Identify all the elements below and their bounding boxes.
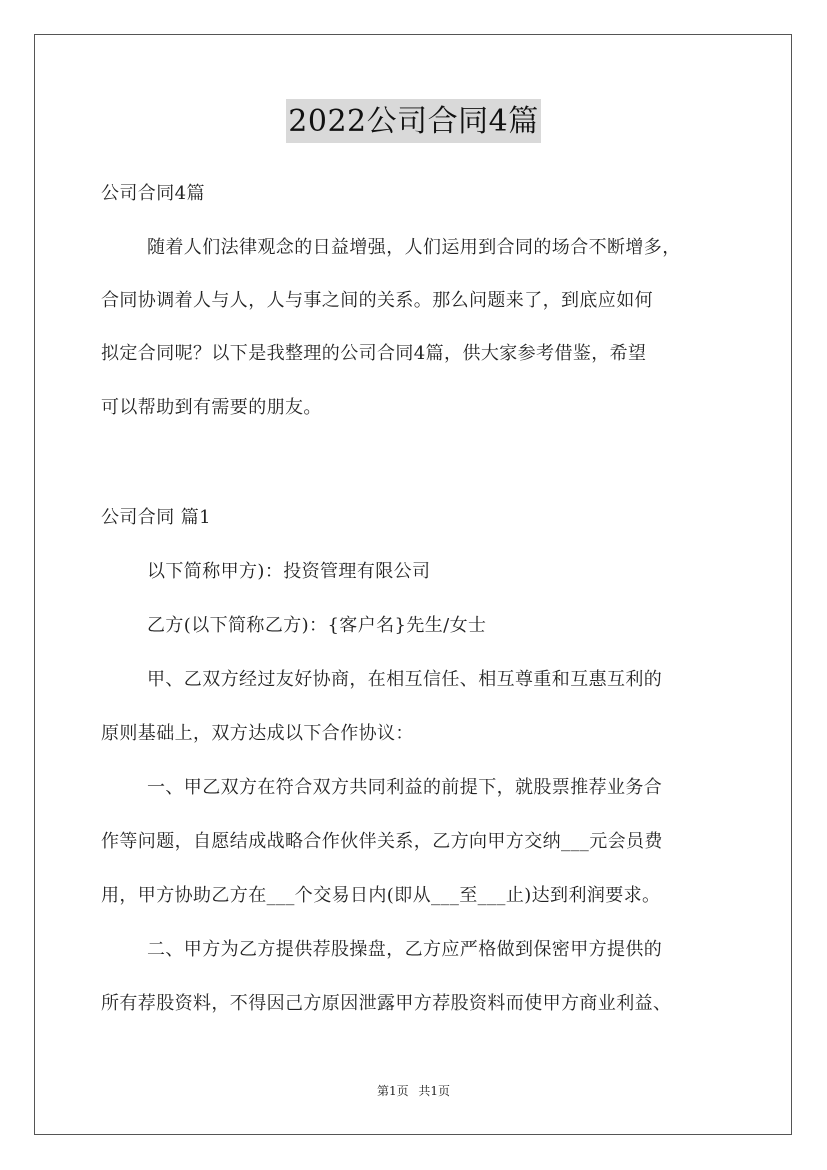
paragraph-line: 拟定合同呢？以下是我整理的公司合同4篇，供大家参考借鉴，希望 — [101, 343, 647, 364]
paragraph-line: 二、甲方为乙方提供荐股操盘，乙方应严格做到保密甲方提供的 — [147, 939, 663, 960]
paragraph-line: 乙方(以下简称乙方)：{客户名}先生/女士 — [147, 615, 487, 636]
page-footer — [0, 1083, 827, 1099]
paragraph-line: 一、甲乙双方在符合双方共同利益的前提下，就股票推荐业务合 — [147, 777, 663, 798]
paragraph-line: 用，甲方协助乙方在___个交易日内(即从___至___止)达到利润要求。 — [101, 885, 661, 906]
paragraph-line: 随着人们法律观念的日益增强，人们运用到合同的场合不断增多， — [147, 237, 681, 258]
paragraph-line: 作等问题，自愿结成战略合作伙伴关系，乙方向甲方交纳___元会员费 — [101, 831, 663, 852]
title-container — [0, 99, 827, 143]
section-heading: 公司合同 篇1 — [101, 507, 211, 528]
paragraph-line: 以下简称甲方)：投资管理有限公司 — [147, 561, 431, 582]
paragraph-line: 所有荐股资料，不得因己方原因泄露甲方荐股资料而使甲方商业利益、 — [101, 993, 672, 1014]
document-title: 2022公司合同4篇 — [286, 99, 540, 143]
paragraph-line: 原则基础上，双方达成以下合作协议： — [101, 723, 414, 744]
page-total: 共1页 — [418, 1084, 451, 1098]
paragraph-line: 合同协调着人与人，人与事之间的关系。那么问题来了，到底应如何 — [101, 290, 653, 311]
paragraph-line: 甲、乙双方经过友好协商，在相互信任、相互尊重和互惠互利的 — [147, 669, 663, 690]
page-number: 第1页 — [376, 1084, 409, 1098]
paragraph-line: 可以帮助到有需要的朋友。 — [101, 397, 322, 418]
subtitle-line: 公司合同4篇 — [101, 183, 205, 204]
